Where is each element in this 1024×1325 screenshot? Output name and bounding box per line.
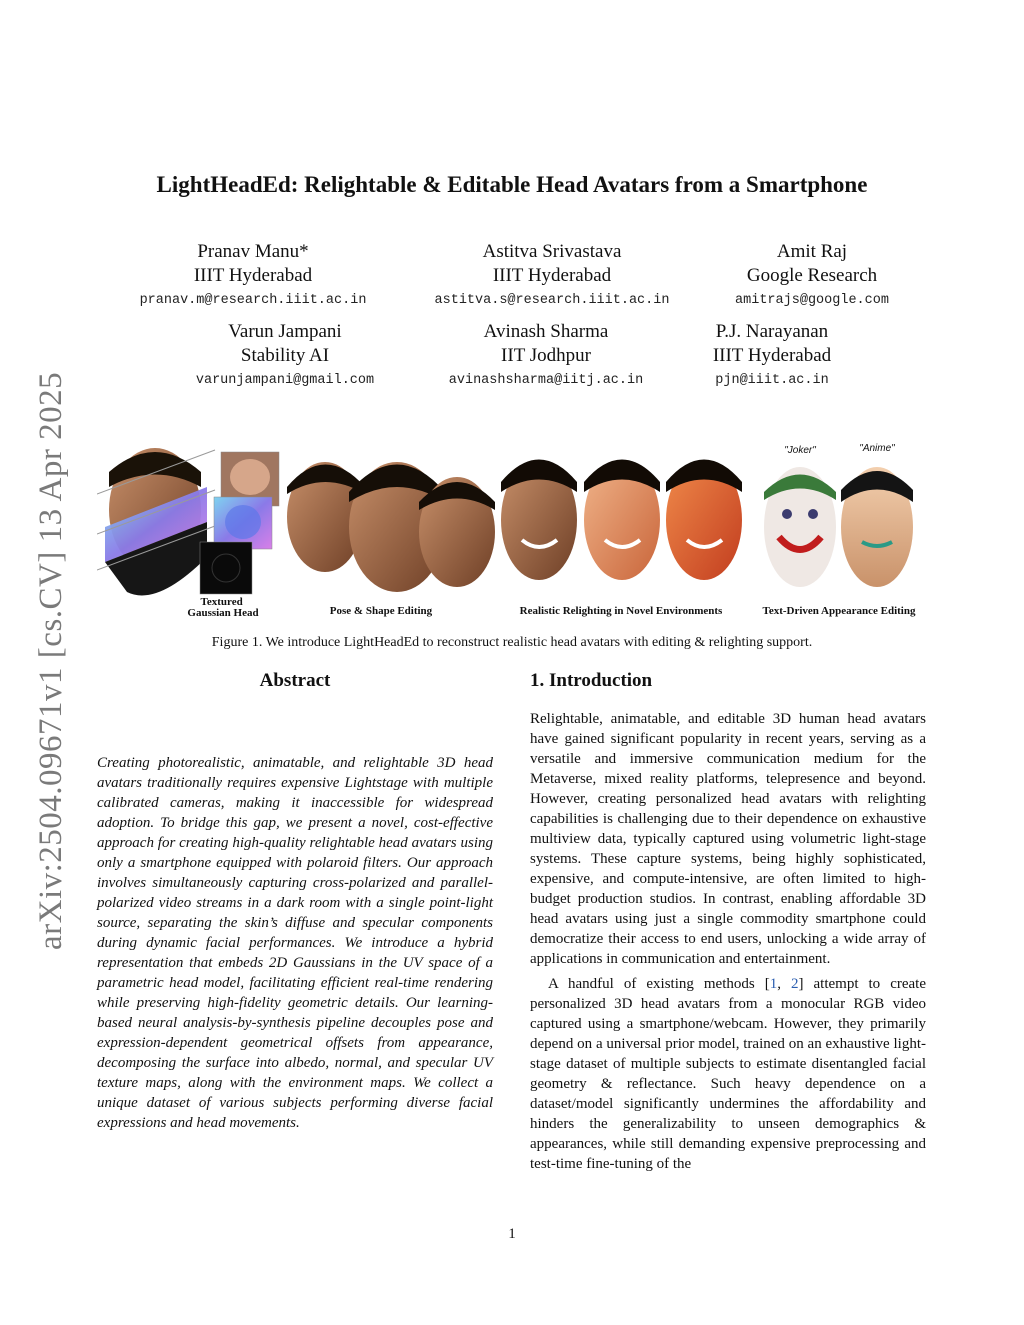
author-name: Avinash Sharma xyxy=(483,321,609,342)
author-affiliation: IIIT Hyderabad xyxy=(712,345,832,366)
paragraph-text: ] attempt to create personalized 3D head avatars from a monocular RGB video captured using a smartphone/webcam. However, they primarily depend on a universal prior model, trained on an exhaustive light-stage dataset of multiple subjects to estimate disentangled facial geometry & reflectance. Such heavy dependence on a dataset/model significantly undermines the affordability and hinders the generalizability to unseen demographics & appearances, while still demanding expensive preprocessing and test-time fine-tuning of the xyxy=(530,976,926,1172)
prompt-label-joker: "Joker" xyxy=(784,445,816,456)
author-block xyxy=(93,240,413,310)
author-affiliation: IIIT Hyderabad xyxy=(193,265,313,286)
author-email[interactable]: varunjampani@gmail.com xyxy=(195,373,375,388)
panel-label-line: Gaussian Head xyxy=(187,607,259,619)
introduction-paragraph-2 xyxy=(530,974,926,1174)
author-affiliation: IIT Jodhpur xyxy=(501,345,591,366)
author-name: Amit Raj xyxy=(776,241,848,262)
figure-caption: Figure 1. We introduce LightHeadEd to reconstruct realistic head avatars with editing & relighting support. xyxy=(211,635,813,650)
panel-label-pose-shape-editing: Pose & Shape Editing xyxy=(329,605,433,617)
author-affiliation: Stability AI xyxy=(240,345,330,366)
author-email[interactable]: avinashsharma@iitj.ac.in xyxy=(448,373,644,388)
prompt-label-anime: "Anime" xyxy=(859,443,895,454)
author-block xyxy=(652,240,972,310)
author-name: Pranav Manu* xyxy=(197,241,309,262)
author-affiliation: IIIT Hyderabad xyxy=(492,265,612,286)
citation-link[interactable]: 2 xyxy=(791,976,799,992)
page-number: 1 xyxy=(508,1226,516,1242)
author-affiliation: Google Research xyxy=(746,265,878,286)
arxiv-stamp-text: arXiv:2504.09671v1 [cs.CV] 13 Apr 2025 xyxy=(33,371,69,950)
panel-label-textured-gaussian-head xyxy=(187,596,258,619)
author-name: Astitva Srivastava xyxy=(482,241,622,262)
author-name: Varun Jampani xyxy=(228,321,342,342)
panel-label-realistic-relighting: Realistic Relighting in Novel Environments xyxy=(519,605,723,617)
author-email[interactable]: pjn@iiit.ac.in xyxy=(715,373,829,388)
introduction-heading: 1. Introduction xyxy=(530,670,653,691)
teaser-figure xyxy=(97,432,927,622)
author-block xyxy=(612,320,932,390)
author-name: P.J. Narayanan xyxy=(715,321,829,342)
citation-link[interactable]: 1 xyxy=(769,976,778,992)
author-email[interactable]: astitva.s@research.iiit.ac.in xyxy=(434,293,670,308)
teaser-figure-graphic xyxy=(97,432,927,622)
introduction-body xyxy=(530,709,926,1174)
abstract-body: Creating photorealistic, animatable, and relightable 3D head avatars traditionally requires expensive Lightstage with multiple calibrated cameras, making it inaccessible for widespread adoption. To bridge this gap, we present a novel, cost-effective approach for creating high-quality relightable head avatars using only a smartphone equipped with polaroid filters. Our approach involves simultaneously capturing cross-polarized and parallel-polarized video streams in a dark room with a single point-light source, separating the skin’s diffuse and specular components during dynamic facial performances. We introduce a hybrid representation that embeds 2D Gaussians in the UV space of a parametric head model, facilitating efficient real-time rendering while preserving high-fidelity geometric details. Our learning-based neural analysis-by-synthesis pipeline decouples pose and expression-dependent geometrical offsets from appearance, decomposing the surface into albedo, normal, and specular UV texture maps, along with the environment maps. We collect a unique dataset of various subjects performing diverse facial expressions and head movements. xyxy=(97,755,493,1131)
panel-text-driven-editing xyxy=(763,443,916,617)
paragraph-text: A handful of existing methods [ xyxy=(548,976,770,992)
author-email[interactable]: amitrajs@google.com xyxy=(735,293,889,308)
paper-title: LightHeadEd: Relightable & Editable Head Avatars from a Smartphone xyxy=(156,172,868,197)
paragraph-text: , xyxy=(777,976,791,992)
introduction-paragraph-1: Relightable, animatable, and editable 3D human head avatars have gained significant popularity in recent years, serving as a versatile and immersive communication medium for the Metaverse, mixed reality platforms, telepresence and beyond. However, creating personalized head avatars with relighting capabilities is challenging due to their dependence on exhaustive multiview data, typically captured using volumetric light-stage systems. These capture systems, being highly sophisticated, expensive, and compute-intensive, are often limited to high-budget production studios. In contrast, enabling affordable 3D head avatars using just a single commodity smartphone could democratize their access to end users, unlocking a wide array of applications in communication and entertainment. xyxy=(530,711,926,967)
panel-pose-shape-editing xyxy=(287,462,495,617)
panel-label-text-driven-editing: Text-Driven Appearance Editing xyxy=(762,605,916,617)
panel-realistic-relighting xyxy=(501,460,742,618)
abstract-heading: Abstract xyxy=(259,670,331,691)
panel-textured-gaussian-head xyxy=(97,448,279,619)
author-email[interactable]: pranav.m@research.iiit.ac.in xyxy=(139,293,367,308)
panel-label-line: Textured xyxy=(200,596,243,608)
